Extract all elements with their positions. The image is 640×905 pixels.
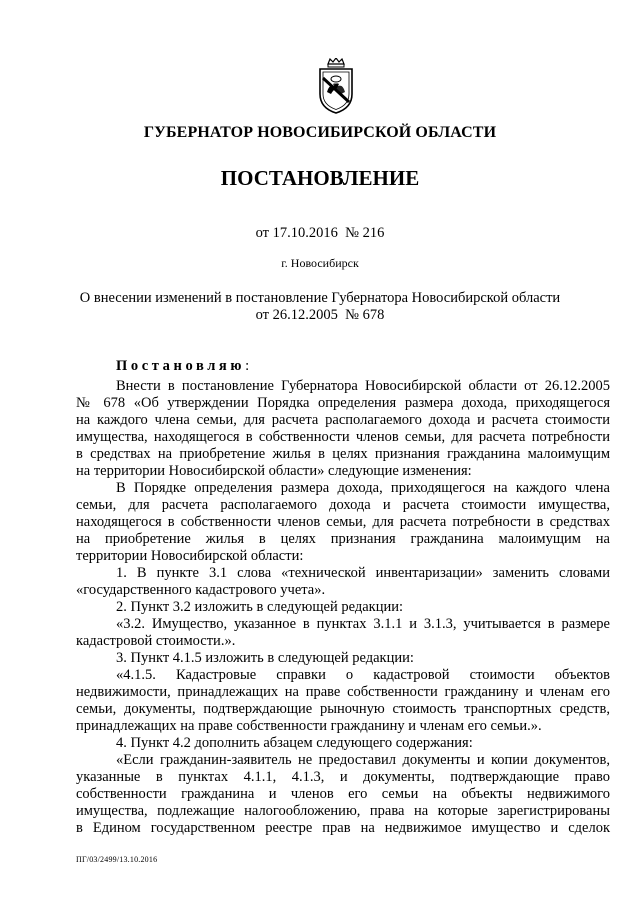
resolution-heading-text: Постановляю [116, 358, 246, 374]
subject-line: О внесении изменений в постановление Губернатора Новосибирской области [79, 290, 561, 306]
body-line: В Порядке определения размера дохода, приходящегося на каждого члена [116, 480, 610, 496]
document-subject [0, 290, 640, 324]
subject-line: от 26.12.2005 № 678 [255, 307, 385, 323]
body-line: семьи, документы, подтверждающие рыночную стоимость транспортных средств, [76, 701, 610, 717]
body-line: 1. В пункте 3.1 слова «технической инвентаризации» заменить словами [116, 565, 610, 581]
body-line: имущества, находящегося в собственности членов семьи, для расчета потребности [76, 429, 610, 445]
document-body [76, 378, 610, 837]
document-type-title: ПОСТАНОВЛЕНИЕ [220, 166, 420, 190]
body-line: недвижимости, принадлежащих на праве собственности гражданину и членам его [76, 684, 610, 700]
issuing-authority: ГУБЕРНАТОР НОВОСИБИРСКОЙ ОБЛАСТИ [143, 124, 497, 141]
body-line: собственности гражданина и членов его семьи на объекты недвижимого [76, 786, 610, 802]
body-line: в Едином государственном реестре прав на недвижимое имущество и сделок [76, 820, 610, 836]
body-line: № 678 «Об утверждении Порядка определения размера дохода, приходящегося [76, 395, 610, 411]
resolution-heading [116, 358, 249, 375]
body-line: кадастровой стоимости.». [76, 633, 236, 649]
document-registration-code: ПГ/03/2499/13.10.2016 [76, 855, 158, 864]
body-line: находящегося в собственности членов семьи, для расчета потребности в средствах [76, 514, 610, 530]
body-line: «государственного кадастрового учета». [76, 582, 326, 598]
body-line: семьи, для расчета располагаемого дохода и расчета стоимости имущества, [76, 497, 610, 513]
body-line: 2. Пункт 3.2 изложить в следующей редакции: [116, 599, 404, 615]
body-line: Внести в постановление Губернатора Новосибирской области от 26.12.2005 [116, 378, 610, 394]
body-line: «4.1.5. Кадастровые справки о кадастровой стоимости объектов [116, 667, 610, 683]
body-line: имущества, подлежащие налогообложению, права на которые зарегистрированы [76, 803, 610, 819]
body-line: 3. Пункт 4.1.5 изложить в следующей редакции: [116, 650, 414, 666]
body-line: территории Новосибирской области: [76, 548, 304, 564]
body-line: на каждого члена семьи, для расчета располагаемого дохода и расчета стоимости [76, 412, 610, 428]
coat-of-arms-emblem [314, 58, 358, 114]
body-line: 4. Пункт 4.2 дополнить абзацем следующего содержания: [116, 735, 473, 751]
resolution-heading-colon: : [245, 358, 250, 374]
coat-of-arms-icon [314, 58, 358, 114]
body-line: на приобретение жилья в целях признания гражданина малоимущим на [76, 531, 610, 547]
body-line: «3.2. Имущество, указанное в пунктах 3.1.1 и 3.1.3, учитывается в размере [116, 616, 610, 632]
body-line: в средствах на приобретение жилья в целях признания гражданина малоимущим [76, 446, 610, 462]
document-date-number: от 17.10.2016 № 216 [255, 225, 385, 241]
document-city: г. Новосибирск [281, 256, 359, 270]
body-line: принадлежащих на праве собственности гражданину и членам его семьи.». [76, 718, 542, 734]
body-line: указанные в пунктах 4.1.1, 4.1.3, и документы, подтверждающие право [76, 769, 610, 785]
body-line: «Если гражданин-заявитель не предоставил документы и копии документов, [116, 752, 610, 768]
body-line: на территории Новосибирской области» следующие изменения: [76, 463, 472, 479]
